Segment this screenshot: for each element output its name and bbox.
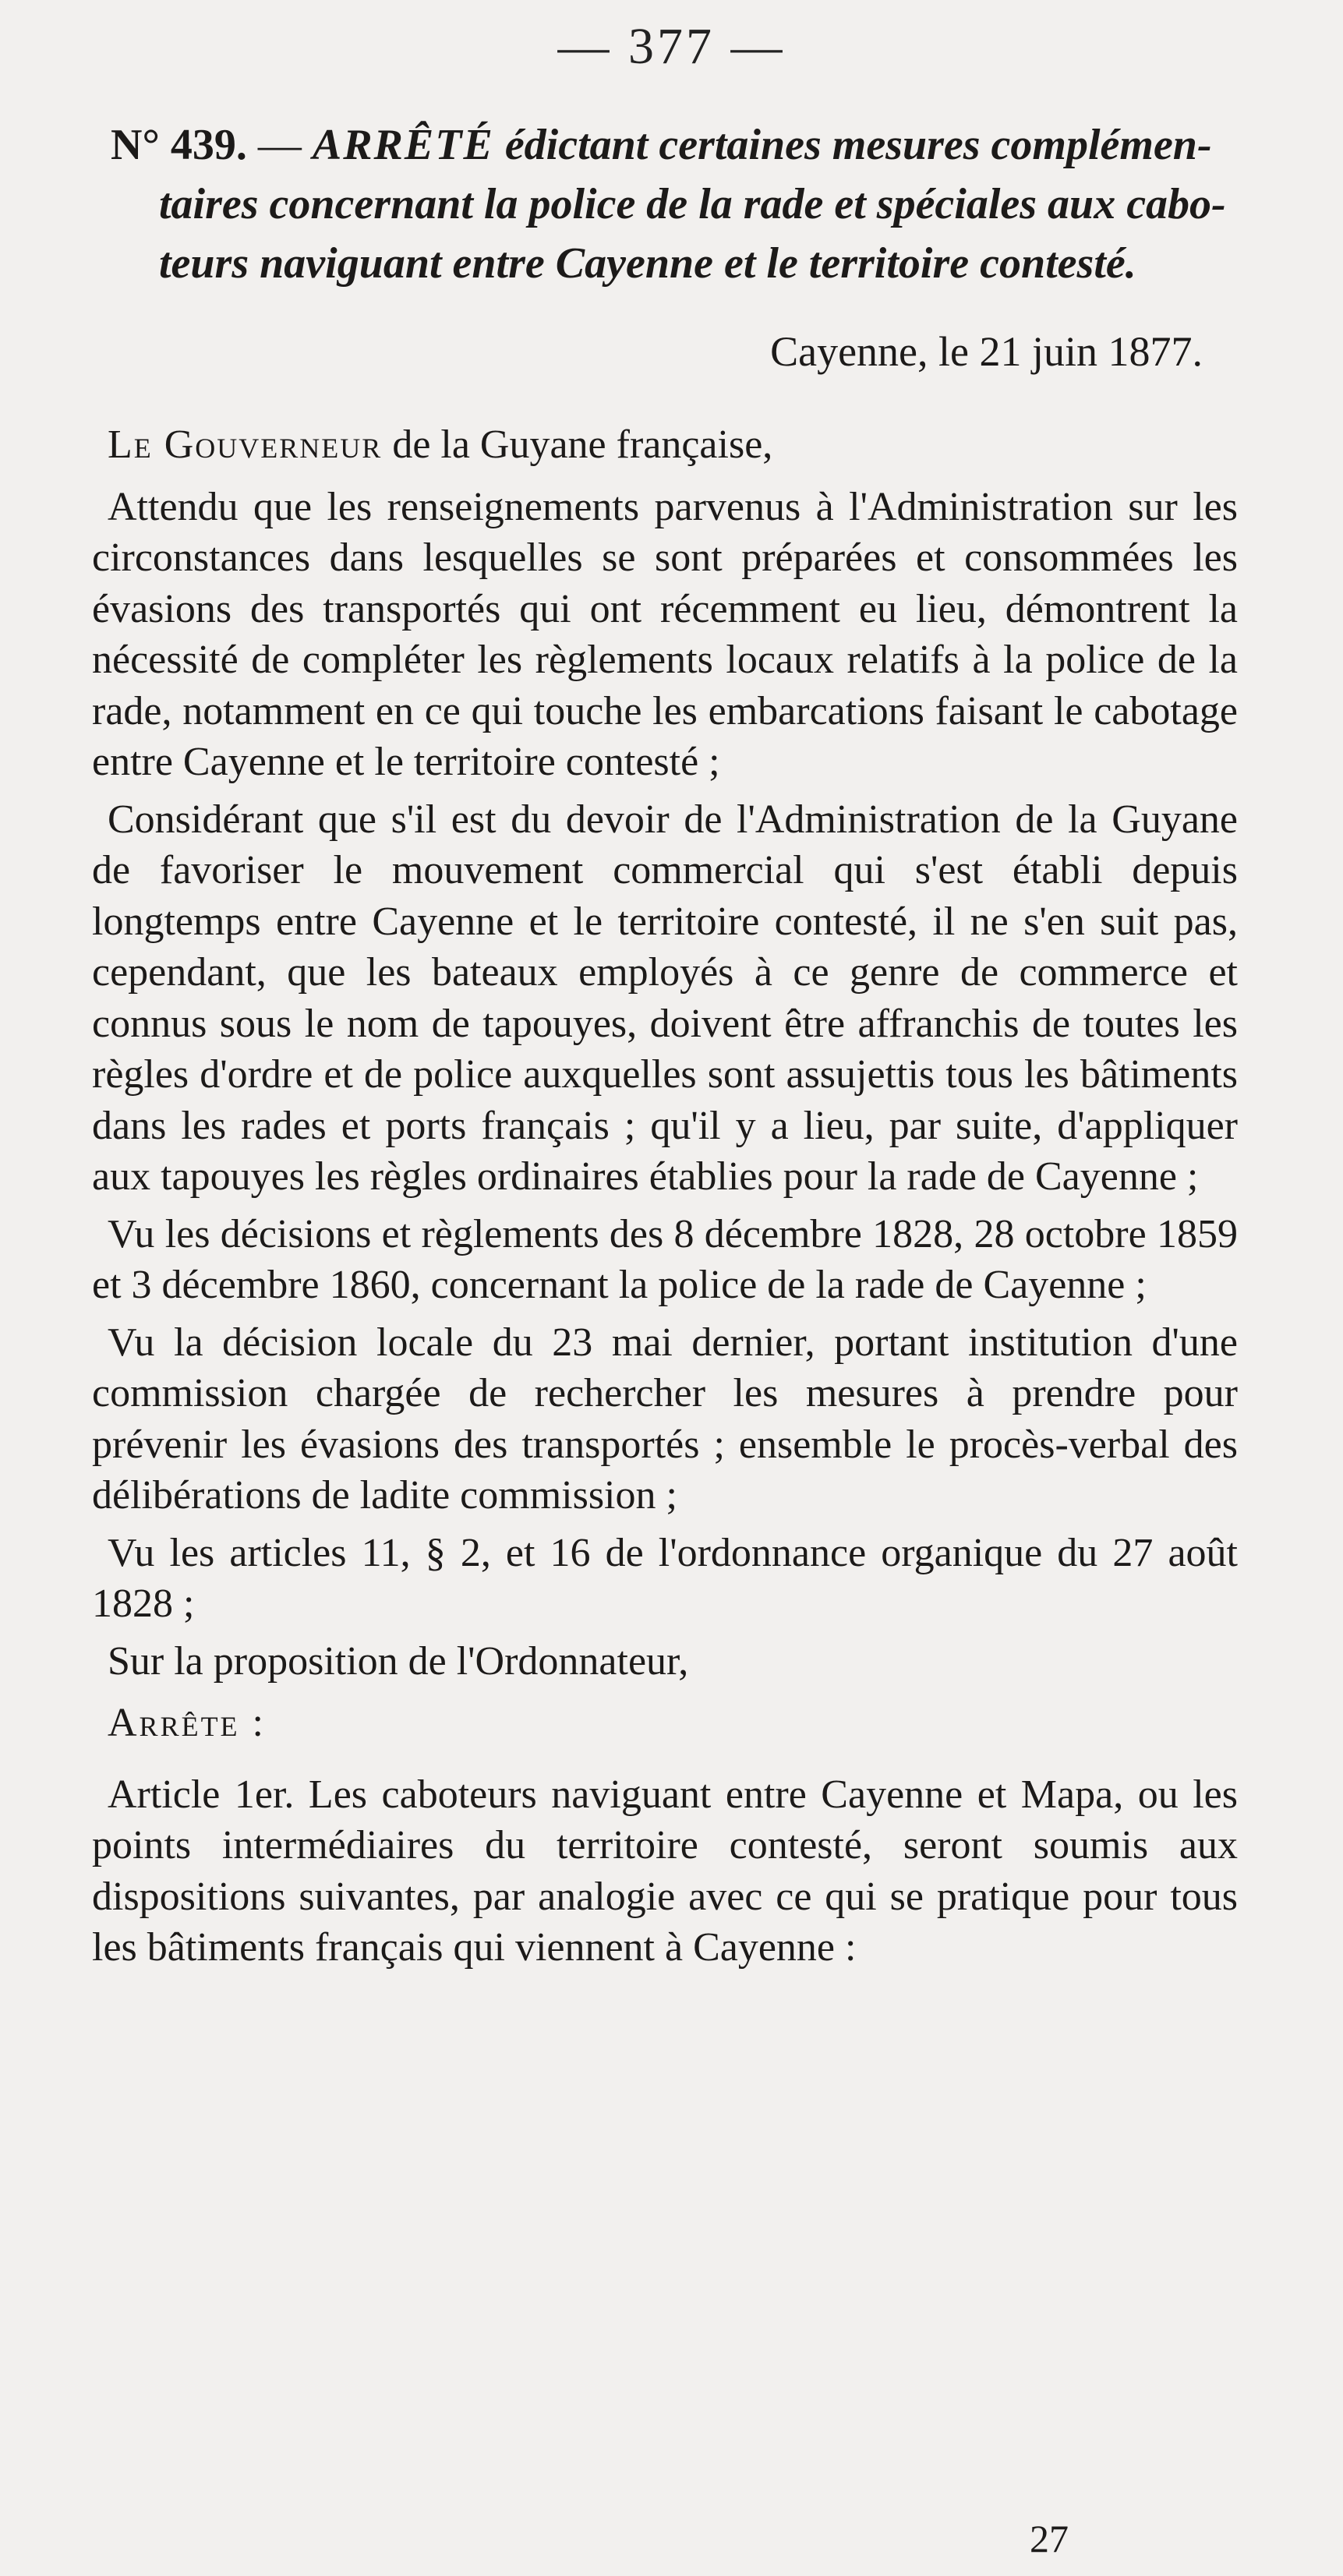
decree-body [92, 419, 1238, 1980]
decree-number: N° 439. [111, 121, 247, 169]
dateline: Cayenne, le 21 juin 1877. [770, 328, 1203, 375]
governor-title: Le Gouverneur [108, 422, 383, 467]
title-line-1 [111, 115, 1256, 175]
arrete-heading: Arrête : [108, 1701, 266, 1745]
paragraph-proposition: Sur la proposition de l'Ordonnateur, [108, 1638, 689, 1684]
title-line-2: taires concernant la police de la rade et spéciales aux cabo- [159, 180, 1226, 228]
page-number: — 377 — [557, 18, 786, 75]
paragraph-attendu: Attendu que les renseignements parvenus à l'Administration sur les circonstances dans lesquelles se sont préparées et consommées les évasions des transportés qui ont récemment eu lieu, démontrent la nécessité de compléter les règlements locaux relatifs à la police de la rade, notamment en ce qui touche les embarcations faisant le cabotage entre Cayenne et le territoire contesté ; [92, 484, 1238, 784]
decree-keyword: ARRÊTÉ [312, 121, 494, 169]
paragraph-considerant: Considérant que s'il est du devoir de l'Administration de la Guyane de favoriser le mouvement commercial qui s'est établi depuis longtemps entre Cayenne et le territoire contesté, il ne s'en suit pas, cependant, que les bateaux employés à ce genre de commerce et connus sous le nom de tapouyes, doivent être affranchis de toutes les règles d'ordre et de police auxquelles sont assujettis tous les bâtiments dans les rades et ports français ; qu'il y a lieu, par suite, d'appliquer aux tapouyes les règles ordinaires établies pour la rade de Cayenne ; [92, 797, 1238, 1199]
governor-rest: de la Guyane française, [382, 422, 773, 467]
article-1: Article 1er. Les caboteurs naviguant entre Cayenne et Mapa, ou les points intermédiaires du territoire contesté, seront soumis aux dispositions suivantes, par analogie avec ce qui se pratique pour tous les bâtiments français qui viennent à Cayenne : [92, 1772, 1238, 1970]
title-line-3: teurs naviguant entre Cayenne et le territoire contesté. [159, 239, 1136, 288]
paragraph-vu-decisions: Vu les décisions et règlements des 8 décembre 1828, 28 octobre 1859 et 3 décembre 1860, concernant la police de la rade de Cayenne ; [92, 1211, 1238, 1307]
signature-mark: 27 [1030, 2517, 1069, 2560]
title-dash: — [257, 121, 302, 169]
decree-title [111, 115, 1256, 293]
title-line-1-rest: édictant certaines mesures complémen- [504, 121, 1212, 169]
paragraph-vu-articles: Vu les articles 11, § 2, et 16 de l'ordonnance organique du 27 août 1828 ; [92, 1530, 1238, 1626]
governor-line [92, 419, 1238, 471]
paragraph-vu-decision-locale: Vu la décision locale du 23 mai dernier, portant institution d'une commission chargée de rechercher les mesures à prendre pour prévenir les évasions des transportés ; ensemble le procès-verbal des délibérations de ladite commission ; [92, 1320, 1238, 1518]
